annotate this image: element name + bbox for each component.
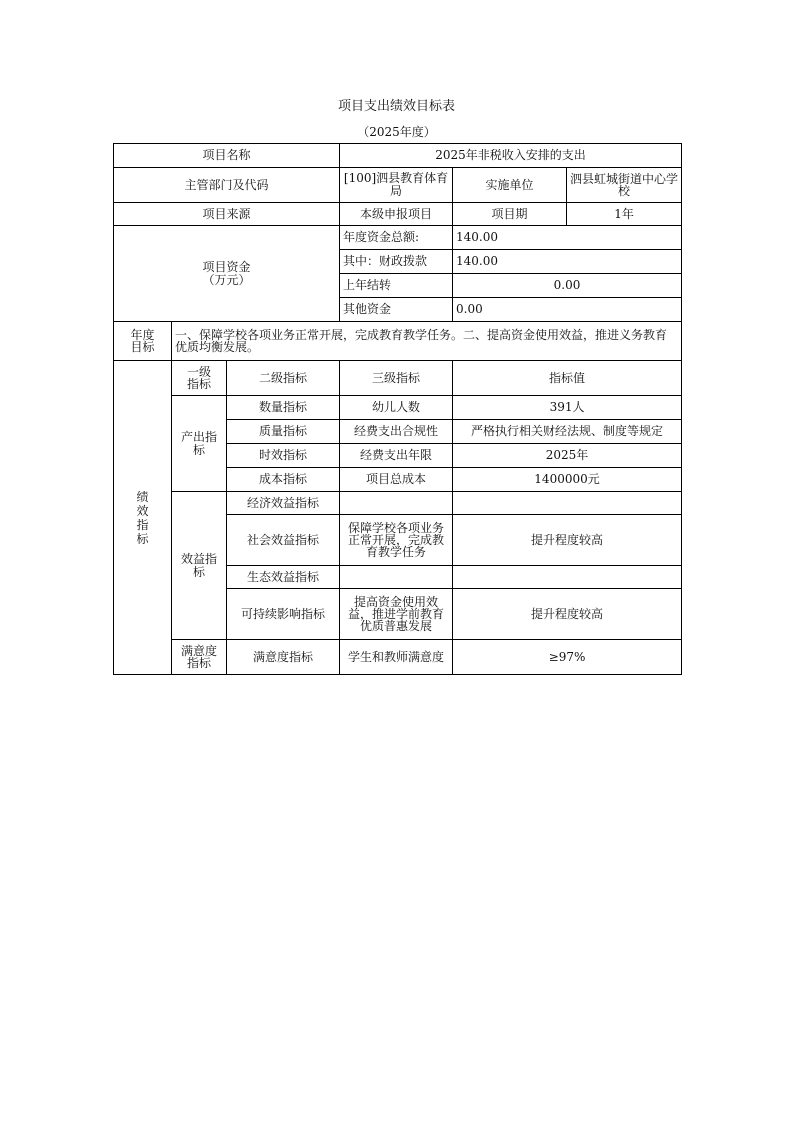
row-output-quantity — [114, 396, 682, 420]
funds-fiscal-label: 其中：财政拨款 — [340, 250, 453, 274]
funds-label — [114, 226, 340, 322]
row-indicator-header — [114, 361, 682, 396]
output-level3: 经费支出合规性 — [340, 420, 453, 444]
satisfaction-value: ≥97% — [453, 640, 682, 675]
satisfaction-level2: 满意度指标 — [227, 640, 340, 675]
benefit-level2: 社会效益指标 — [227, 515, 340, 566]
performance-table — [113, 143, 682, 675]
output-indicator-label — [172, 396, 227, 492]
project-name-label: 项目名称 — [114, 144, 340, 168]
annual-goals-label — [114, 322, 172, 361]
row-funds-total — [114, 226, 682, 250]
benefit-level3 — [340, 566, 453, 589]
row-annual-goals — [114, 322, 682, 361]
benefit-value — [453, 492, 682, 515]
page-title: 项目支出绩效目标表 — [337, 99, 455, 114]
project-source-label: 项目来源 — [114, 203, 340, 226]
funds-other-value: 0.00 — [453, 298, 682, 322]
indicators-section-label-text: 绩 效 指 标 — [136, 489, 149, 546]
output-level2: 时效指标 — [227, 444, 340, 468]
benefit-level2: 生态效益指标 — [227, 566, 340, 589]
row-benefit-economic — [114, 492, 682, 515]
output-level3: 项目总成本 — [340, 468, 453, 492]
project-period-label: 项目期 — [453, 203, 567, 226]
project-source-value: 本级申报项目 — [340, 203, 453, 226]
row-satisfaction — [114, 640, 682, 675]
benefit-value: 提升程度较高 — [453, 515, 682, 566]
satisfaction-level3: 学生和教师满意度 — [340, 640, 453, 675]
output-indicator-label-text: 产出指 标 — [180, 429, 217, 457]
funds-total-label: 年度资金总额: — [340, 226, 453, 250]
header-value: 指标值 — [453, 361, 682, 396]
row-project-source — [114, 203, 682, 226]
satisfaction-indicator-label-text: 满意度 指标 — [180, 644, 217, 670]
header-level1-text: 一级 指标 — [186, 365, 211, 391]
funds-carryover-label: 上年结转 — [340, 274, 453, 298]
output-value: 2025年 — [453, 444, 682, 468]
department-value: [100]泗县教育体育局 — [340, 168, 453, 203]
satisfaction-indicator-label — [172, 640, 227, 675]
output-value: 严格执行相关财经法规、制度等规定 — [453, 420, 682, 444]
benefit-level3: 保障学校各项业务正常开展，完成教育教学任务 — [340, 515, 453, 566]
output-level2: 数量指标 — [227, 396, 340, 420]
annual-goals-label-text: 年度 目标 — [130, 328, 155, 354]
benefit-level3 — [340, 492, 453, 515]
row-project-name — [114, 144, 682, 168]
funds-carryover-value: 0.00 — [453, 274, 682, 298]
output-level3: 幼儿人数 — [340, 396, 453, 420]
output-value: 391人 — [453, 396, 682, 420]
annual-goals-text: 一、保障学校各项业务正常开展，完成教育教学任务。二、提高资金使用效益，推进义务教育优质均衡发展。 — [172, 322, 682, 361]
page-subtitle: （2025年度） — [357, 125, 436, 139]
benefit-level3: 提高资金使用效益，推进学前教育优质普惠发展 — [340, 589, 453, 640]
benefit-level2: 经济效益指标 — [227, 492, 340, 515]
department-label: 主管部门及代码 — [114, 168, 340, 203]
header-level3: 三级指标 — [340, 361, 453, 396]
row-department — [114, 168, 682, 203]
output-level2: 质量指标 — [227, 420, 340, 444]
benefit-indicator-label-text: 效益指 标 — [180, 551, 217, 579]
project-name-value: 2025年非税收入安排的支出 — [340, 144, 682, 168]
output-level2: 成本指标 — [227, 468, 340, 492]
indicators-section-label — [114, 361, 172, 675]
funds-total-value: 140.00 — [453, 226, 682, 250]
project-period-value: 1年 — [567, 203, 682, 226]
benefit-indicator-label — [172, 492, 227, 640]
output-value: 1400000元 — [453, 468, 682, 492]
header-level1 — [172, 361, 227, 396]
implementing-unit-label: 实施单位 — [453, 168, 567, 203]
benefit-value — [453, 566, 682, 589]
benefit-value: 提升程度较高 — [453, 589, 682, 640]
funds-other-label: 其他资金 — [340, 298, 453, 322]
funds-label-text: 项目资金 （万元） — [202, 259, 251, 287]
funds-fiscal-value: 140.00 — [453, 250, 682, 274]
header-level2: 二级指标 — [227, 361, 340, 396]
output-level3: 经费支出年限 — [340, 444, 453, 468]
benefit-level2: 可持续影响指标 — [227, 589, 340, 640]
implementing-unit-value: 泗县虹城街道中心学校 — [567, 168, 682, 203]
